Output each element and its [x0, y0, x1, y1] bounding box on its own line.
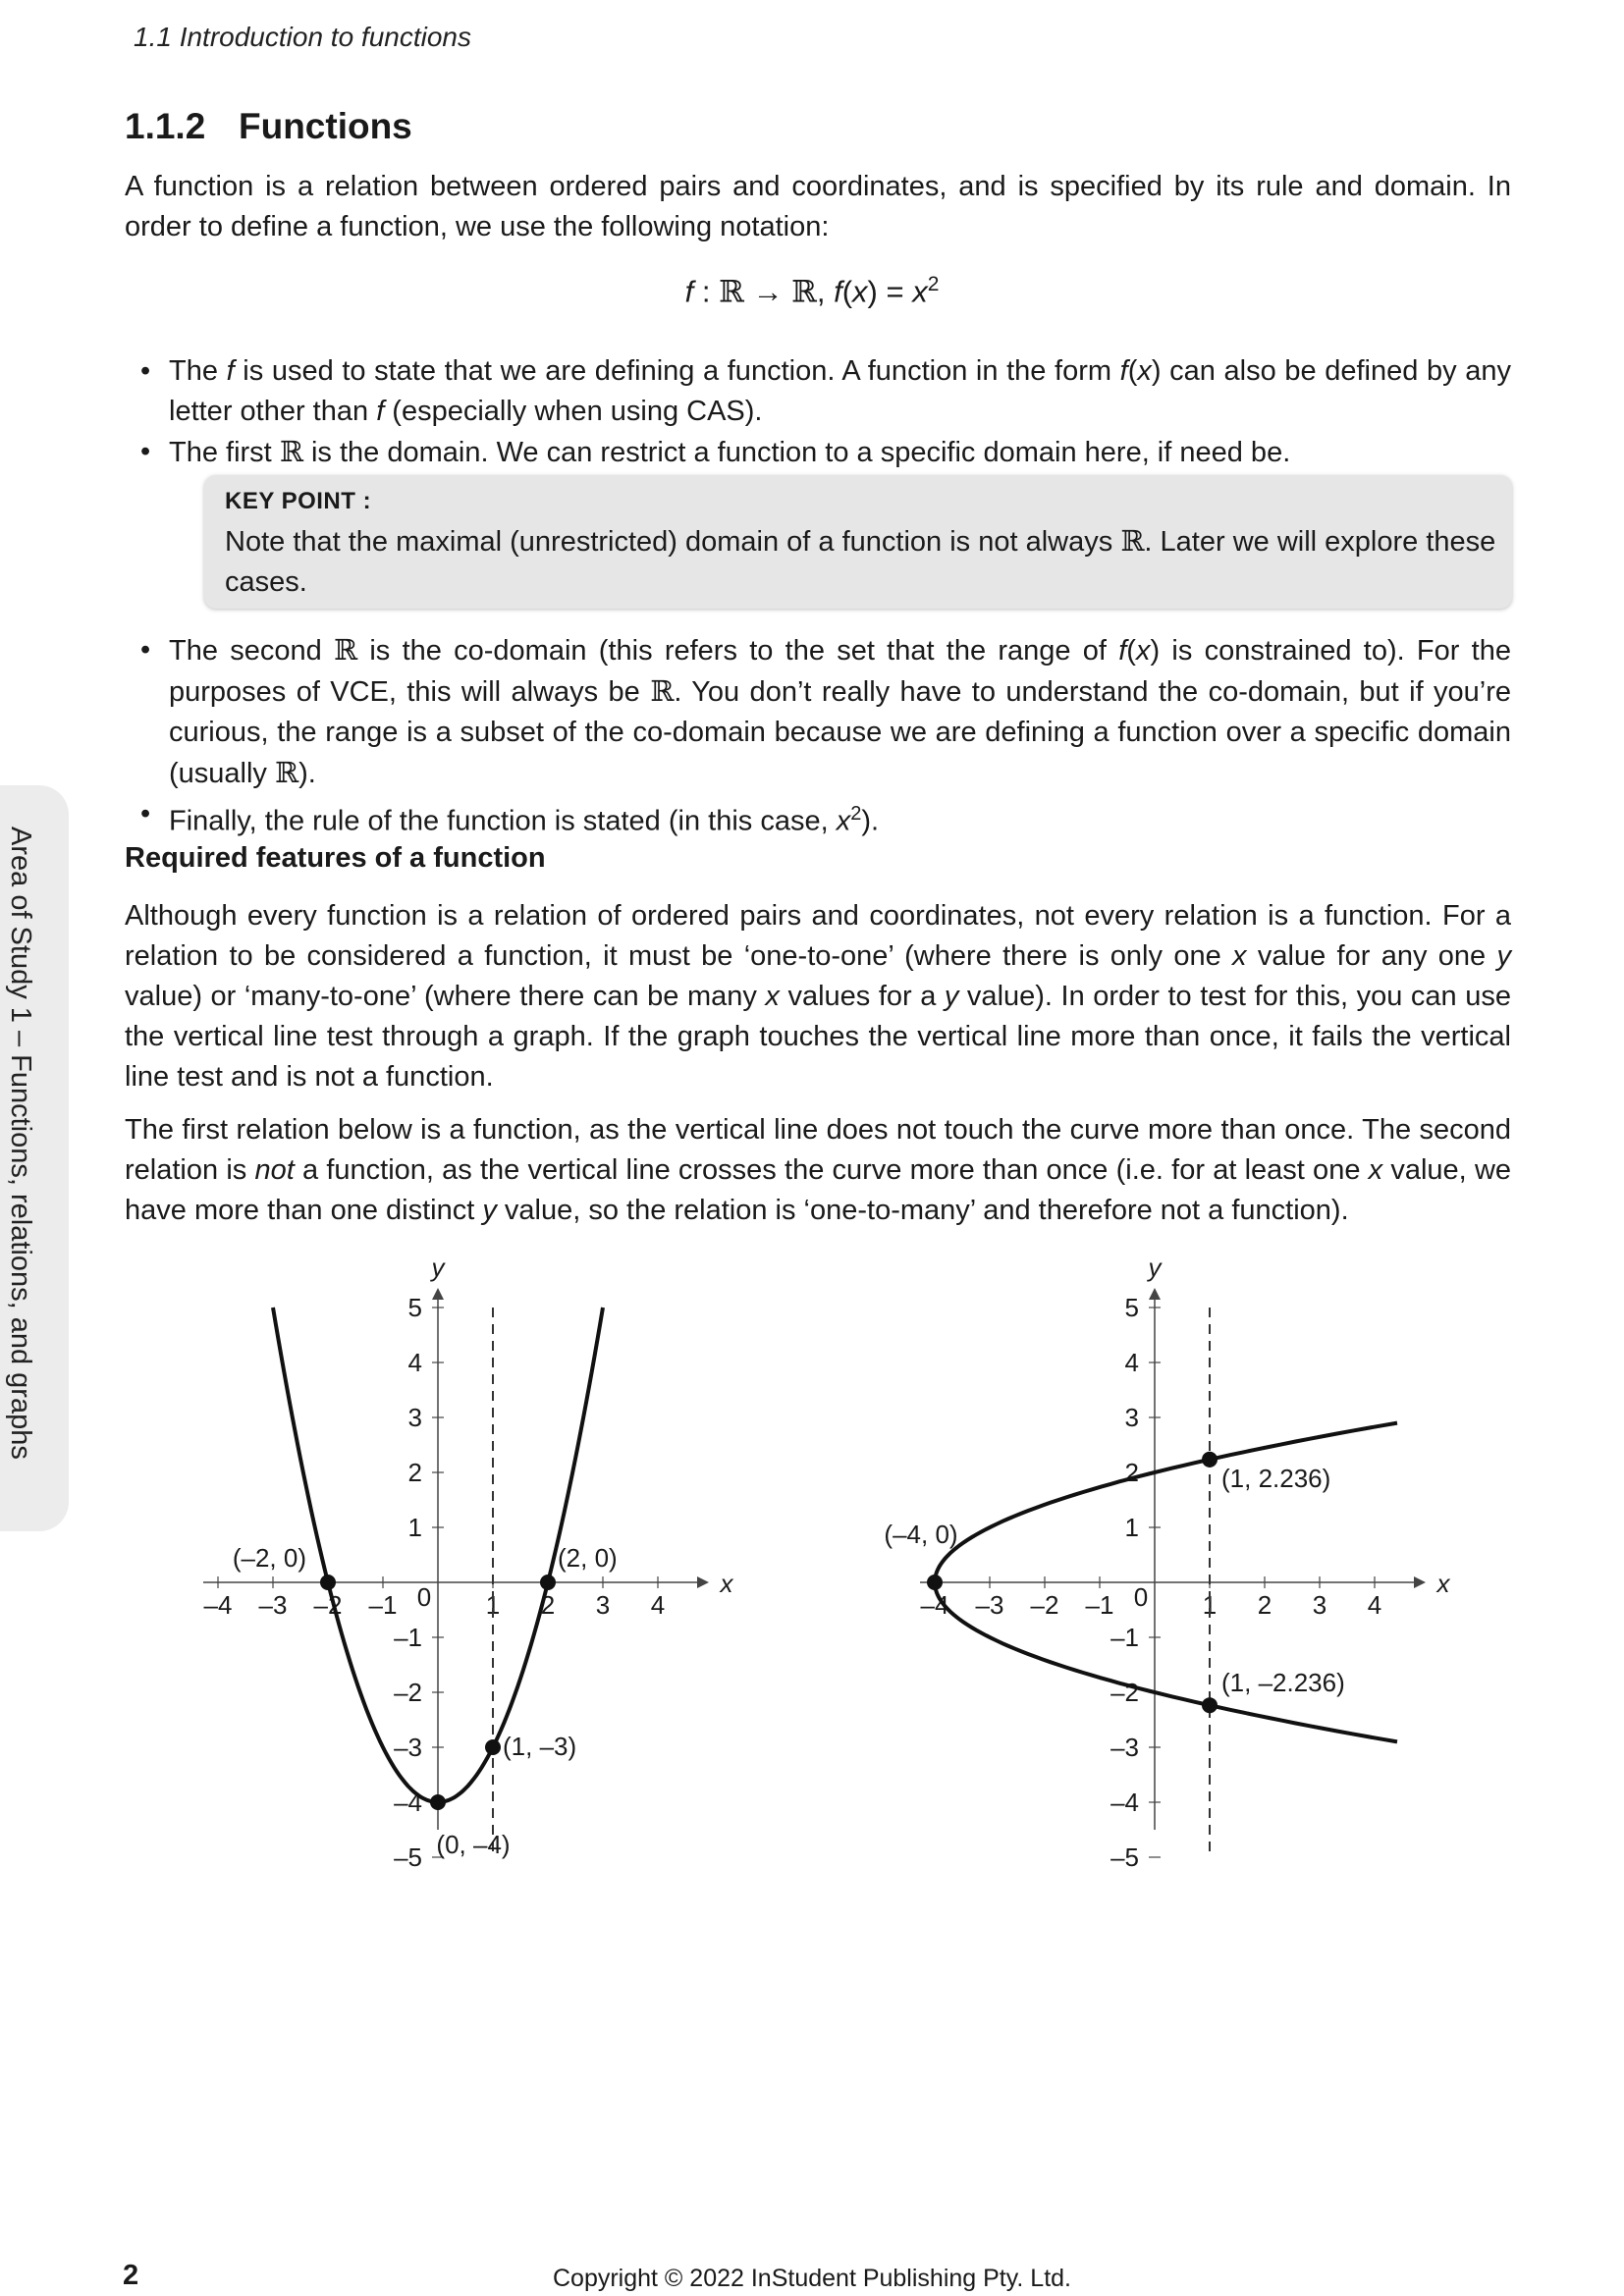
- bullet-item-codomain: • The second ℝ is the co-domain (this refers to the set that the range of f(x) is constrained to). For the purposes of VCE, this will always be ℝ. You don’t really have to understand the co-domain, but if you’re curious, the range is a subset of the co-domain because we are defining a function over a specific domain (usually ℝ).: [140, 633, 1511, 789]
- x-tick-label: –1: [1085, 1590, 1114, 1620]
- key-point-body: Note that the maximal (unrestricted) domain of a function is not always ℝ. Later we will explore these cases.: [225, 524, 1496, 598]
- side-tab-label: Area of Study 1 – Functions, relations, and graphs: [5, 827, 36, 1460]
- parabola-graph: [177, 1253, 746, 1872]
- y-tick-label: 1: [1124, 1513, 1139, 1542]
- x-tick-label: –4: [203, 1590, 233, 1620]
- x-tick-label: –4: [920, 1590, 949, 1620]
- y-tick-label: 4: [407, 1348, 422, 1377]
- data-point: [540, 1575, 556, 1590]
- data-point: [485, 1739, 501, 1755]
- data-point: [1202, 1452, 1218, 1468]
- x-tick-label: 2: [1257, 1590, 1272, 1620]
- data-point: [1202, 1697, 1218, 1713]
- y-axis-arrow: [432, 1288, 444, 1300]
- x-tick-label: –3: [258, 1590, 288, 1620]
- y-tick-label: –3: [394, 1733, 422, 1762]
- data-point: [927, 1575, 943, 1590]
- required-features-heading: Required features of a function: [125, 842, 546, 874]
- x-axis-arrow: [697, 1576, 709, 1588]
- x-tick-label: –3: [975, 1590, 1004, 1620]
- y-tick-label: –1: [1110, 1623, 1139, 1652]
- y-axis-label: y: [431, 1253, 445, 1282]
- y-tick-label: –4: [1110, 1788, 1139, 1817]
- vertical-line-test-paragraph: The first relation below is a function, as the vertical line does not touch the curve more than once. The second relation is not a function, as the vertical line crosses the curve more than once (i.e. for at least one x value, we have more than one distinct y value, so the relation is ‘one-to-many’ and therefore not a function).: [125, 1114, 1512, 1226]
- y-tick-label: 3: [1124, 1403, 1139, 1432]
- x-tick-label: 1: [1202, 1590, 1218, 1620]
- x-tick-label: 4: [1367, 1590, 1382, 1620]
- x-axis-label: x: [1436, 1569, 1450, 1598]
- data-point-label: (1, 2.236): [1221, 1463, 1331, 1493]
- running-head: 1.1 Introduction to functions: [134, 22, 471, 52]
- data-point-label: (–4, 0): [884, 1520, 958, 1549]
- y-tick-label: –5: [394, 1842, 422, 1872]
- notation-bullet-list-continued: [140, 630, 1511, 842]
- y-tick-label: 1: [407, 1513, 422, 1542]
- section-title-text: Functions: [239, 106, 412, 146]
- data-point-label: (–2, 0): [232, 1543, 306, 1573]
- x-tick-label: 3: [595, 1590, 611, 1620]
- key-point-title: KEY POINT :: [225, 488, 372, 514]
- y-axis-label: y: [1148, 1253, 1162, 1282]
- x-tick-label: 2: [540, 1590, 556, 1620]
- x-tick-label: 1: [485, 1590, 501, 1620]
- section-title: [125, 106, 412, 147]
- function-notation-formula: f : ℝ → ℝ, $f(x) = x^2$: [684, 273, 940, 310]
- x-tick-label: 0: [416, 1582, 432, 1612]
- y-tick-label: 2: [1124, 1458, 1139, 1487]
- page-number: 2: [123, 2260, 139, 2291]
- function-definition-paragraph: Although every function is a relation of ordered pairs and coordinates, not every relation is a function. For a relation to be considered a function, it must be ‘one-to-one’ (where there is only one x value for any one y value) or ‘many-to-one’ (where there can be many x values for a y value). In order to test for this, you can use the vertical line test through a graph. If the graph touches the vertical line more than once, it fails the vertical line test and is not a function.: [125, 900, 1511, 1093]
- x-axis-label: x: [720, 1569, 733, 1598]
- y-tick-label: –2: [394, 1678, 422, 1707]
- data-point-label: (2, 0): [558, 1543, 618, 1573]
- x-tick-label: 3: [1312, 1590, 1327, 1620]
- data-point-label: (0, –4): [436, 1830, 511, 1859]
- data-point-label: (1, –3): [503, 1732, 577, 1761]
- data-point: [430, 1794, 446, 1810]
- y-tick-label: –4: [394, 1788, 422, 1817]
- data-point-label: (1, –2.236): [1221, 1668, 1345, 1698]
- y-tick-label: 3: [407, 1403, 422, 1432]
- y-tick-label: 2: [407, 1458, 422, 1487]
- x-tick-label: –1: [368, 1590, 398, 1620]
- x-tick-label: –2: [1030, 1590, 1059, 1620]
- data-point: [320, 1575, 336, 1590]
- y-tick-label: –2: [1110, 1678, 1139, 1707]
- x-axis-arrow: [1414, 1576, 1426, 1588]
- y-tick-label: 5: [407, 1293, 422, 1322]
- intro-paragraph: A function is a relation between ordered pairs and coordinates, and is specified by its rule and domain. In order to define a function, we use the following notation:: [125, 171, 1511, 242]
- x-tick-label: –2: [313, 1590, 343, 1620]
- bullet-item-f: • The f is used to state that we are defining a function. A function in the form f(x) can also be defined by any letter other than f (especially when using CAS).: [140, 355, 1511, 427]
- bullet-item-domain: • The first ℝ is the domain. We can restrict a function to a specific domain here, if need be.: [140, 435, 1291, 468]
- notation-bullet-list: [140, 351, 1511, 473]
- x-tick-label: 4: [650, 1590, 666, 1620]
- y-tick-label: –5: [1110, 1842, 1139, 1872]
- section-number: 1.1.2: [125, 106, 206, 146]
- y-axis-arrow: [1149, 1288, 1161, 1300]
- y-tick-label: 5: [1124, 1293, 1139, 1322]
- y-tick-label: –3: [1110, 1733, 1139, 1762]
- y-tick-label: –1: [394, 1623, 422, 1652]
- x-tick-label: 0: [1133, 1582, 1149, 1612]
- bullet-item-rule: • Finally, the rule of the function is stated (in this case, $x^2$).: [140, 798, 880, 837]
- sideways-parabola-graph: [884, 1253, 1463, 1872]
- y-tick-label: 4: [1124, 1348, 1139, 1377]
- copyright-footer: Copyright © 2022 InStudent Publishing Pty. Ltd.: [552, 2265, 1071, 2292]
